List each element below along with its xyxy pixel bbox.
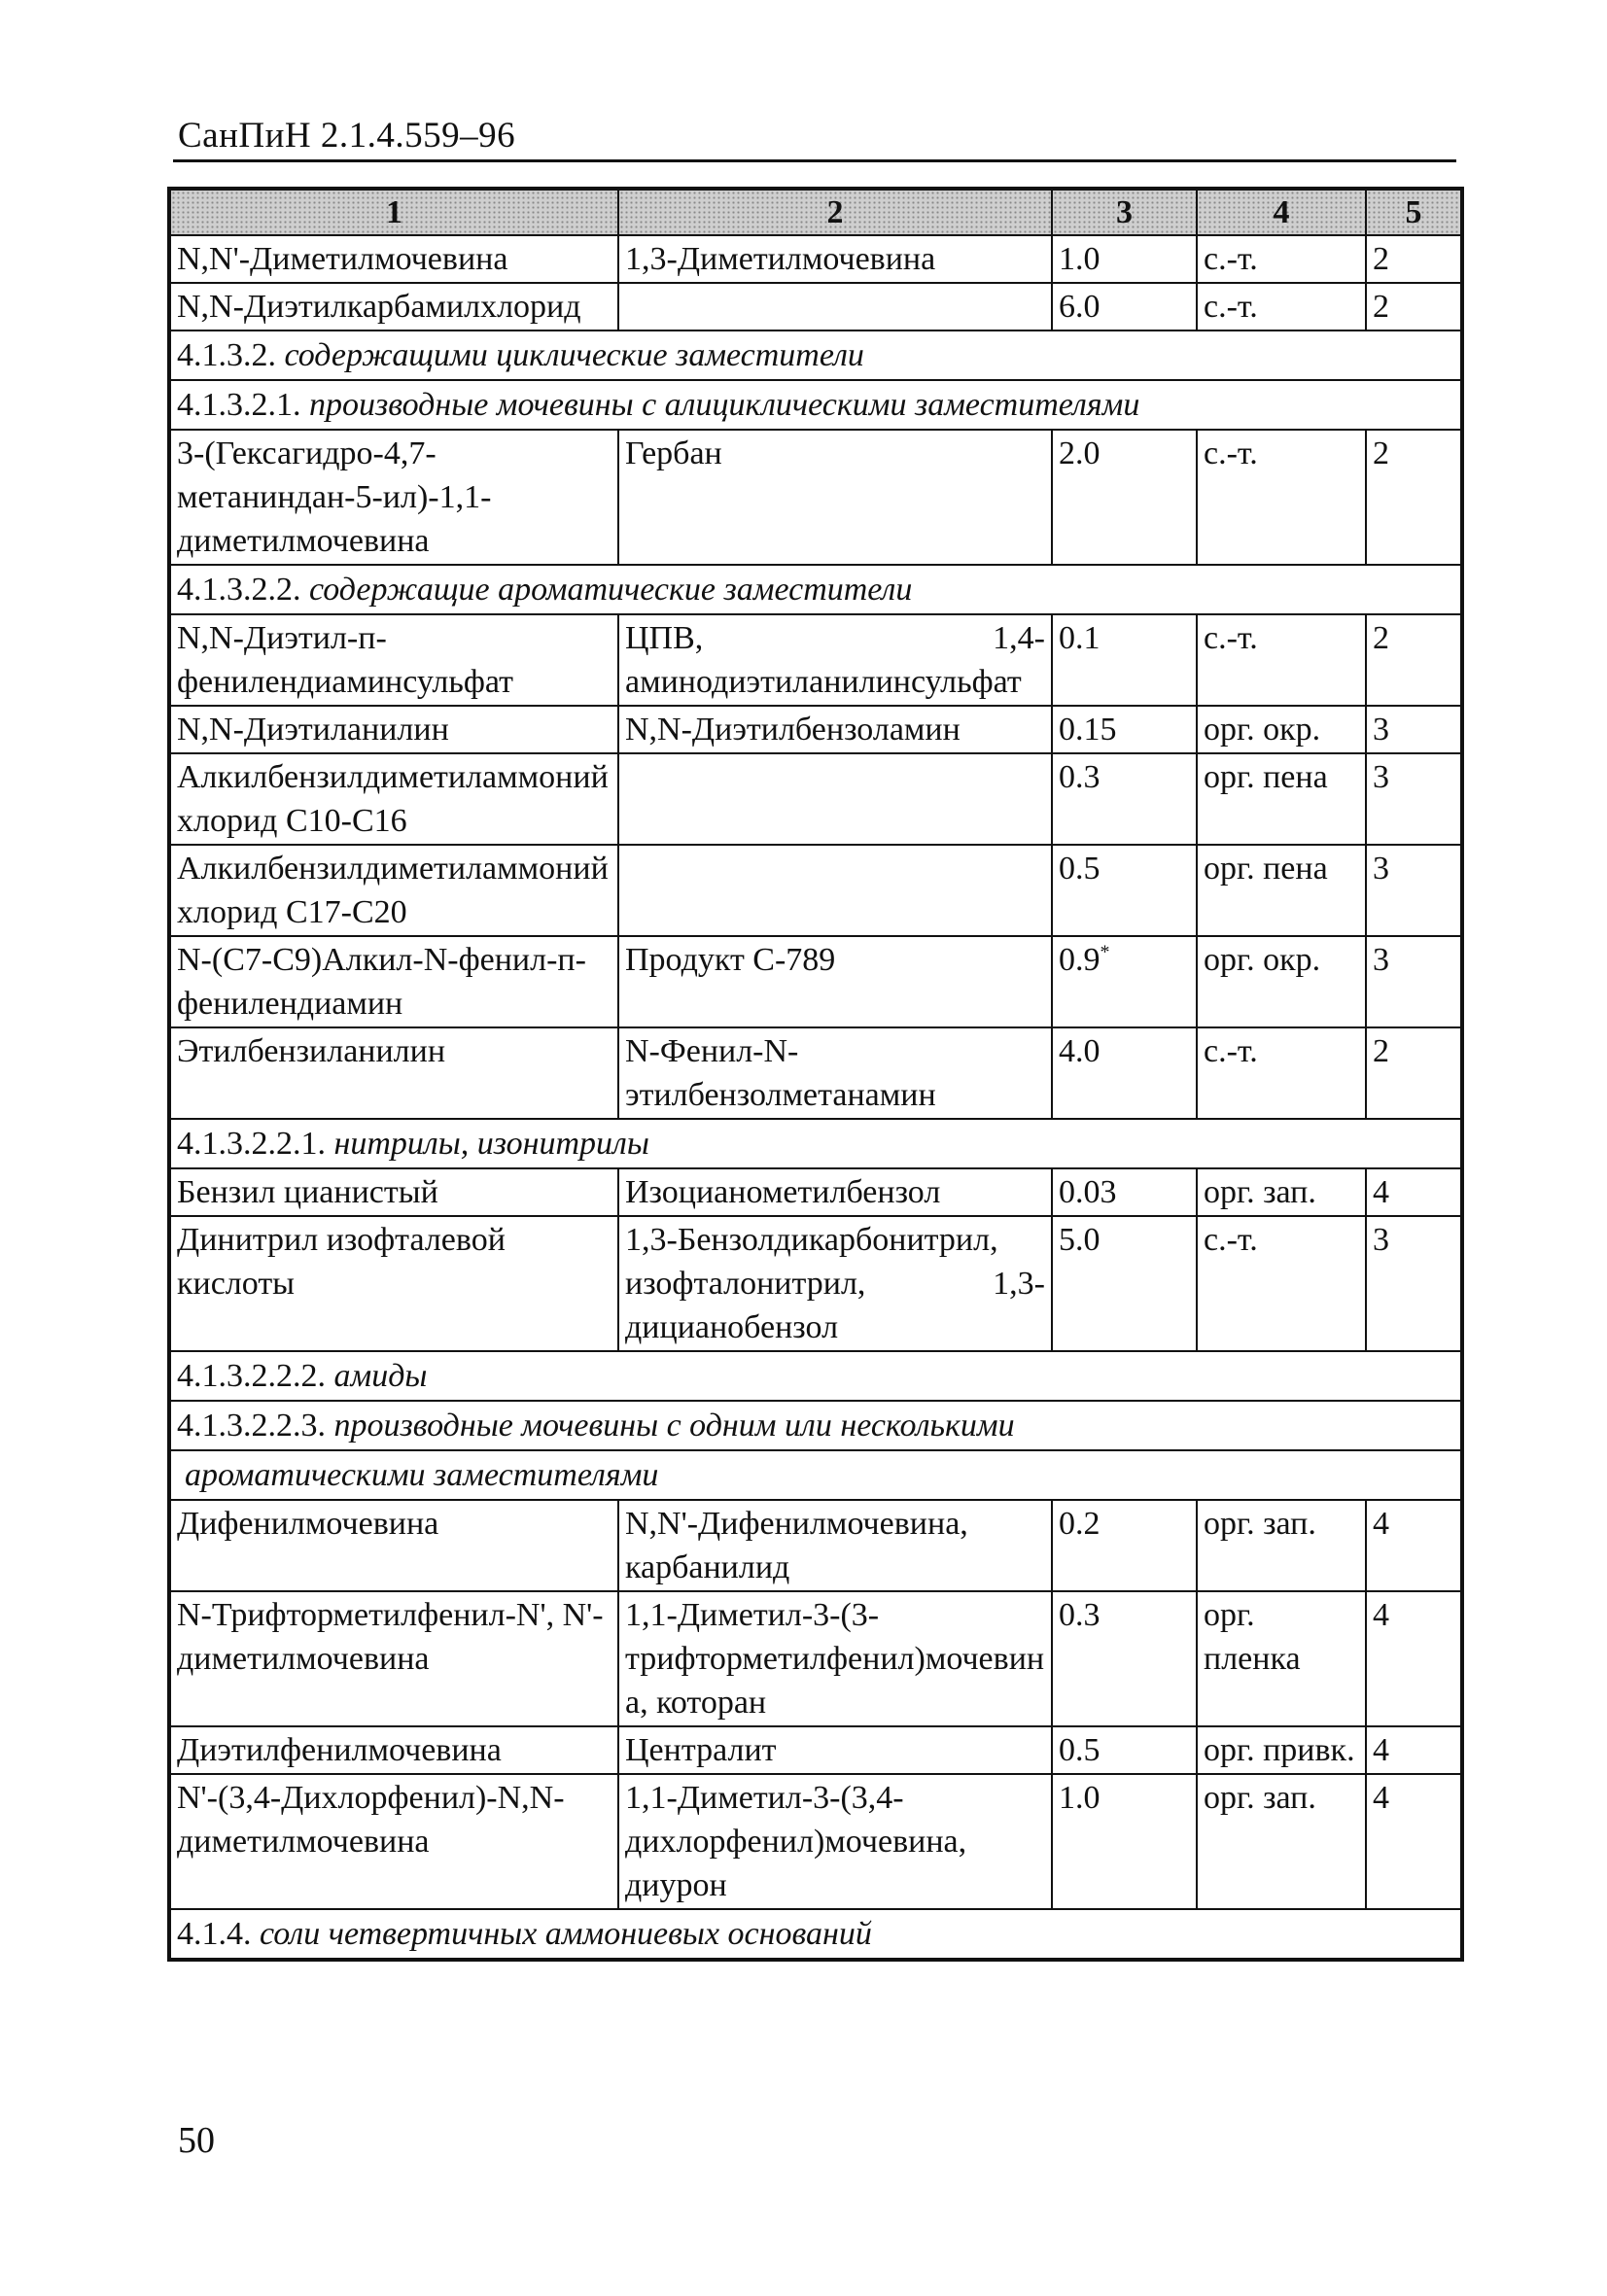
- hazard-indicator-text: с.-т.: [1204, 289, 1258, 325]
- hazard-class-cell: [1366, 1774, 1462, 1909]
- table-row: [169, 1500, 1462, 1591]
- hazard-indicator-text: орг. зап.: [1204, 1506, 1316, 1542]
- hazard-indicator-text: с.-т.: [1204, 620, 1258, 656]
- synonym-cell: [618, 1774, 1052, 1909]
- hazard-class-text: 4: [1373, 1597, 1389, 1633]
- section-heading-cell: [169, 1450, 1462, 1500]
- section-number: 4.1.3.2.2.1.: [177, 1126, 326, 1162]
- section-row: [169, 565, 1462, 614]
- hazard-class-text: 2: [1373, 1033, 1389, 1069]
- concentration-cell: [1052, 1027, 1197, 1119]
- synonym-cell: [618, 845, 1052, 936]
- synonym-text: ЦПВ, 1,4-аминодиэтиланилинсульфат: [625, 620, 1045, 700]
- section-number: 4.1.3.2.2.3.: [177, 1408, 326, 1444]
- hazard-indicator-cell: [1197, 706, 1366, 753]
- section-heading-cell: [169, 1401, 1462, 1450]
- section-title: нитрилы, изонитрилы: [333, 1126, 649, 1162]
- hazard-indicator-text: орг. пена: [1204, 759, 1328, 795]
- hazard-class-text: 2: [1373, 435, 1389, 471]
- hazard-class-cell: [1366, 936, 1462, 1027]
- substance-name-text: Этилбензиланилин: [177, 1033, 446, 1069]
- hazard-class-text: 3: [1373, 712, 1389, 748]
- concentration-cell: [1052, 753, 1197, 845]
- substance-name-text: N-(C7-C9)Алкил-N-фенил-п-фенилендиамин: [177, 942, 586, 1022]
- hazard-class-text: 4: [1373, 1780, 1389, 1816]
- table-row: [169, 283, 1462, 330]
- hazard-class-text: 3: [1373, 851, 1389, 887]
- hazard-indicator-text: орг. зап.: [1204, 1780, 1316, 1816]
- hazard-indicator-text: с.-т.: [1204, 241, 1258, 277]
- concentration-text: 1.0: [1059, 1780, 1100, 1816]
- document-header-title: СанПиН 2.1.4.559–96: [178, 116, 516, 156]
- concentration-text: 2.0: [1059, 435, 1100, 471]
- section-row: [169, 1351, 1462, 1401]
- substance-name-text: N,N'-Диметилмочевина: [177, 241, 508, 277]
- hazard-indicator-cell: [1197, 1774, 1366, 1909]
- table-row: [169, 845, 1462, 936]
- synonym-cell: [618, 936, 1052, 1027]
- hazard-indicator-text: орг. окр.: [1204, 712, 1321, 748]
- substance-name-text: Дифенилмочевина: [177, 1506, 439, 1542]
- substance-name-cell: [169, 1500, 618, 1591]
- synonym-text: Централит: [625, 1732, 777, 1768]
- hazard-indicator-cell: [1197, 753, 1366, 845]
- synonym-text: N,N-Диэтилбензоламин: [625, 712, 961, 748]
- substance-name-cell: [169, 706, 618, 753]
- table-header-row: [169, 189, 1462, 235]
- table-body: [169, 235, 1462, 1960]
- section-row: [169, 1909, 1462, 1960]
- concentration-text: 0.3: [1059, 759, 1100, 795]
- section-heading-cell: [169, 1351, 1462, 1401]
- synonym-text: Изоцианометилбензол: [625, 1174, 941, 1210]
- table-row: [169, 936, 1462, 1027]
- section-heading-cell: [169, 330, 1462, 380]
- substance-name-cell: [169, 1726, 618, 1774]
- table-row: [169, 1027, 1462, 1119]
- concentration-text: 0.2: [1059, 1506, 1100, 1542]
- hazard-indicator-cell: [1197, 235, 1366, 283]
- hazard-class-cell: [1366, 753, 1462, 845]
- substances-table: [167, 187, 1464, 1962]
- hazard-indicator-text: с.-т.: [1204, 1222, 1258, 1258]
- substance-name-text: Алкилбензилдиметиламмоний хлорид С10-С16: [177, 759, 609, 839]
- synonym-text: 1,3-Бензолдикарбонитрил, изофталонитрил, 1,3-дицианобензол: [625, 1222, 1045, 1345]
- concentration-cell: [1052, 235, 1197, 283]
- synonym-text: Продукт С-789: [625, 942, 836, 978]
- hazard-indicator-cell: [1197, 1168, 1366, 1216]
- section-row: [169, 330, 1462, 380]
- column-header: 1: [169, 189, 618, 235]
- hazard-class-cell: [1366, 430, 1462, 565]
- hazard-indicator-cell: [1197, 1027, 1366, 1119]
- substance-name-cell: [169, 614, 618, 706]
- substance-name-cell: [169, 753, 618, 845]
- substance-name-text: N,N-Диэтилкарбамилхлорид: [177, 289, 581, 325]
- synonym-cell: [618, 614, 1052, 706]
- synonym-text: Гербан: [625, 435, 722, 471]
- section-title: производные мочевины с алициклическими заместителями: [309, 387, 1140, 423]
- section-row: [169, 1119, 1462, 1168]
- synonym-cell: [618, 1027, 1052, 1119]
- synonym-text: 1,3-Диметилмочевина: [625, 241, 936, 277]
- synonym-text: 1,1-Диметил-3-(3-трифторметилфенил)мочевина, которан: [625, 1597, 1045, 1721]
- section-title: содержащими циклические заместители: [284, 337, 864, 373]
- hazard-indicator-text: орг. пена: [1204, 851, 1328, 887]
- section-title: амиды: [333, 1358, 428, 1394]
- concentration-cell: [1052, 1726, 1197, 1774]
- concentration-cell: [1052, 614, 1197, 706]
- concentration-text: 6.0: [1059, 289, 1100, 325]
- concentration-text: 0.5: [1059, 1732, 1100, 1768]
- concentration-cell: [1052, 283, 1197, 330]
- table-row: [169, 706, 1462, 753]
- table-row: [169, 753, 1462, 845]
- hazard-indicator-cell: [1197, 1216, 1366, 1351]
- hazard-indicator-text: орг. окр.: [1204, 942, 1321, 978]
- substance-name-cell: [169, 283, 618, 330]
- synonym-text: N-Фенил-N-этилбензолметанамин: [625, 1033, 936, 1113]
- section-title: соли четвертичных аммониевых оснований: [260, 1916, 872, 1952]
- hazard-class-cell: [1366, 706, 1462, 753]
- section-heading-cell: [169, 380, 1462, 430]
- page-number: 50: [178, 2120, 215, 2161]
- synonym-cell: [618, 753, 1052, 845]
- table-row: [169, 430, 1462, 565]
- hazard-class-text: 2: [1373, 620, 1389, 656]
- substance-name-cell: [169, 1168, 618, 1216]
- concentration-text: 0.9: [1059, 942, 1100, 978]
- section-number: 4.1.3.2.1.: [177, 387, 301, 423]
- concentration-cell: [1052, 845, 1197, 936]
- table-row: [169, 1168, 1462, 1216]
- hazard-class-text: 3: [1373, 942, 1389, 978]
- table-row: [169, 1216, 1462, 1351]
- hazard-class-text: 3: [1373, 1222, 1389, 1258]
- synonym-text: 1,1-Диметил-3-(3,4-дихлорфенил)мочевина, диурон: [625, 1780, 967, 1903]
- table-row: [169, 1774, 1462, 1909]
- hazard-indicator-text: с.-т.: [1204, 1033, 1258, 1069]
- section-title: содержащие ароматические заместители: [309, 572, 913, 608]
- synonym-cell: [618, 283, 1052, 330]
- section-row: [169, 380, 1462, 430]
- substance-name-text: 3-(Гексагидро-4,7-метаниндан-5-ил)-1,1-диметилмочевина: [177, 435, 492, 559]
- synonym-cell: [618, 1216, 1052, 1351]
- table-row: [169, 1726, 1462, 1774]
- hazard-class-cell: [1366, 1500, 1462, 1591]
- hazard-indicator-cell: [1197, 1591, 1366, 1726]
- hazard-class-cell: [1366, 1027, 1462, 1119]
- header-rule: [173, 159, 1456, 162]
- synonym-cell: [618, 1591, 1052, 1726]
- substance-name-text: Динитрил изофталевой кислоты: [177, 1222, 506, 1302]
- concentration-text: 0.15: [1059, 712, 1117, 748]
- substance-name-cell: [169, 235, 618, 283]
- hazard-indicator-cell: [1197, 936, 1366, 1027]
- section-heading-cell: [169, 565, 1462, 614]
- hazard-class-text: 4: [1373, 1732, 1389, 1768]
- section-number: 4.1.3.2.2.2.: [177, 1358, 326, 1394]
- hazard-indicator-cell: [1197, 1500, 1366, 1591]
- concentration-text: 1.0: [1059, 241, 1100, 277]
- hazard-indicator-cell: [1197, 845, 1366, 936]
- concentration-cell: [1052, 1216, 1197, 1351]
- section-row: [169, 1450, 1462, 1500]
- hazard-class-cell: [1366, 1216, 1462, 1351]
- section-title: производные мочевины с одним или несколькими: [333, 1408, 1015, 1444]
- substance-name-cell: [169, 845, 618, 936]
- hazard-indicator-cell: [1197, 614, 1366, 706]
- section-number: 4.1.3.2.2.: [177, 572, 301, 608]
- hazard-indicator-cell: [1197, 283, 1366, 330]
- synonym-cell: [618, 430, 1052, 565]
- table-row: [169, 614, 1462, 706]
- section-number: 4.1.4.: [177, 1916, 252, 1952]
- hazard-class-cell: [1366, 283, 1462, 330]
- concentration-cell: [1052, 1168, 1197, 1216]
- synonym-cell: [618, 235, 1052, 283]
- column-header: 5: [1366, 189, 1462, 235]
- substance-name-text: N,N-Диэтиланилин: [177, 712, 449, 748]
- substances-table-container: [167, 187, 1460, 1962]
- concentration-cell: [1052, 1774, 1197, 1909]
- section-number: 4.1.3.2.: [177, 337, 276, 373]
- concentration-text: 4.0: [1059, 1033, 1100, 1069]
- hazard-class-cell: [1366, 1726, 1462, 1774]
- substance-name-cell: [169, 1591, 618, 1726]
- substance-name-cell: [169, 1774, 618, 1909]
- hazard-class-text: 3: [1373, 759, 1389, 795]
- concentration-text: 0.1: [1059, 620, 1100, 656]
- substance-name-text: Алкилбензилдиметиламмоний хлорид С17-С20: [177, 851, 609, 930]
- table-row: [169, 235, 1462, 283]
- substance-name-cell: [169, 430, 618, 565]
- hazard-class-text: 4: [1373, 1506, 1389, 1542]
- synonym-cell: [618, 1500, 1052, 1591]
- hazard-indicator-cell: [1197, 1726, 1366, 1774]
- concentration-text: 5.0: [1059, 1222, 1100, 1258]
- substance-name-text: N'-(3,4-Дихлорфенил)-N,N-диметилмочевина: [177, 1780, 565, 1860]
- section-heading-cell: [169, 1119, 1462, 1168]
- hazard-class-cell: [1366, 1168, 1462, 1216]
- substance-name-cell: [169, 1027, 618, 1119]
- substance-name-text: Бензил цианистый: [177, 1174, 438, 1210]
- concentration-cell: [1052, 706, 1197, 753]
- concentration-cell: [1052, 430, 1197, 565]
- hazard-class-cell: [1366, 614, 1462, 706]
- synonym-cell: [618, 1168, 1052, 1216]
- hazard-class-text: 4: [1373, 1174, 1389, 1210]
- concentration-text: 0.3: [1059, 1597, 1100, 1633]
- hazard-class-text: 2: [1373, 241, 1389, 277]
- column-header: 3: [1052, 189, 1197, 235]
- concentration-cell: [1052, 1591, 1197, 1726]
- concentration-text: 0.5: [1059, 851, 1100, 887]
- substance-name-text: N,N-Диэтил-п-фенилендиаминсульфат: [177, 620, 513, 700]
- hazard-indicator-cell: [1197, 430, 1366, 565]
- footnote-marker: *: [1100, 941, 1110, 963]
- hazard-class-text: 2: [1373, 289, 1389, 325]
- hazard-indicator-text: орг. зап.: [1204, 1174, 1316, 1210]
- substance-name-text: Диэтилфенилмочевина: [177, 1732, 502, 1768]
- hazard-indicator-text: с.-т.: [1204, 435, 1258, 471]
- concentration-cell: [1052, 1500, 1197, 1591]
- substance-name-text: N-Трифторметилфенил-N', N'-диметилмочевина: [177, 1597, 604, 1677]
- substance-name-cell: [169, 936, 618, 1027]
- hazard-indicator-text: орг. привк.: [1204, 1732, 1355, 1768]
- column-header: 4: [1197, 189, 1366, 235]
- synonym-cell: [618, 1726, 1052, 1774]
- synonym-text: N,N'-Дифенилмочевина, карбанилид: [625, 1506, 968, 1585]
- concentration-cell: [1052, 936, 1197, 1027]
- hazard-class-cell: [1366, 845, 1462, 936]
- hazard-class-cell: [1366, 235, 1462, 283]
- column-header: 2: [618, 189, 1052, 235]
- hazard-class-cell: [1366, 1591, 1462, 1726]
- substance-name-cell: [169, 1216, 618, 1351]
- section-heading-cell: [169, 1909, 1462, 1960]
- hazard-indicator-text: орг. пленка: [1204, 1597, 1301, 1677]
- section-title: ароматическими заместителями: [185, 1457, 659, 1493]
- section-row: [169, 1401, 1462, 1450]
- concentration-text: 0.03: [1059, 1174, 1117, 1210]
- table-row: [169, 1591, 1462, 1726]
- synonym-cell: [618, 706, 1052, 753]
